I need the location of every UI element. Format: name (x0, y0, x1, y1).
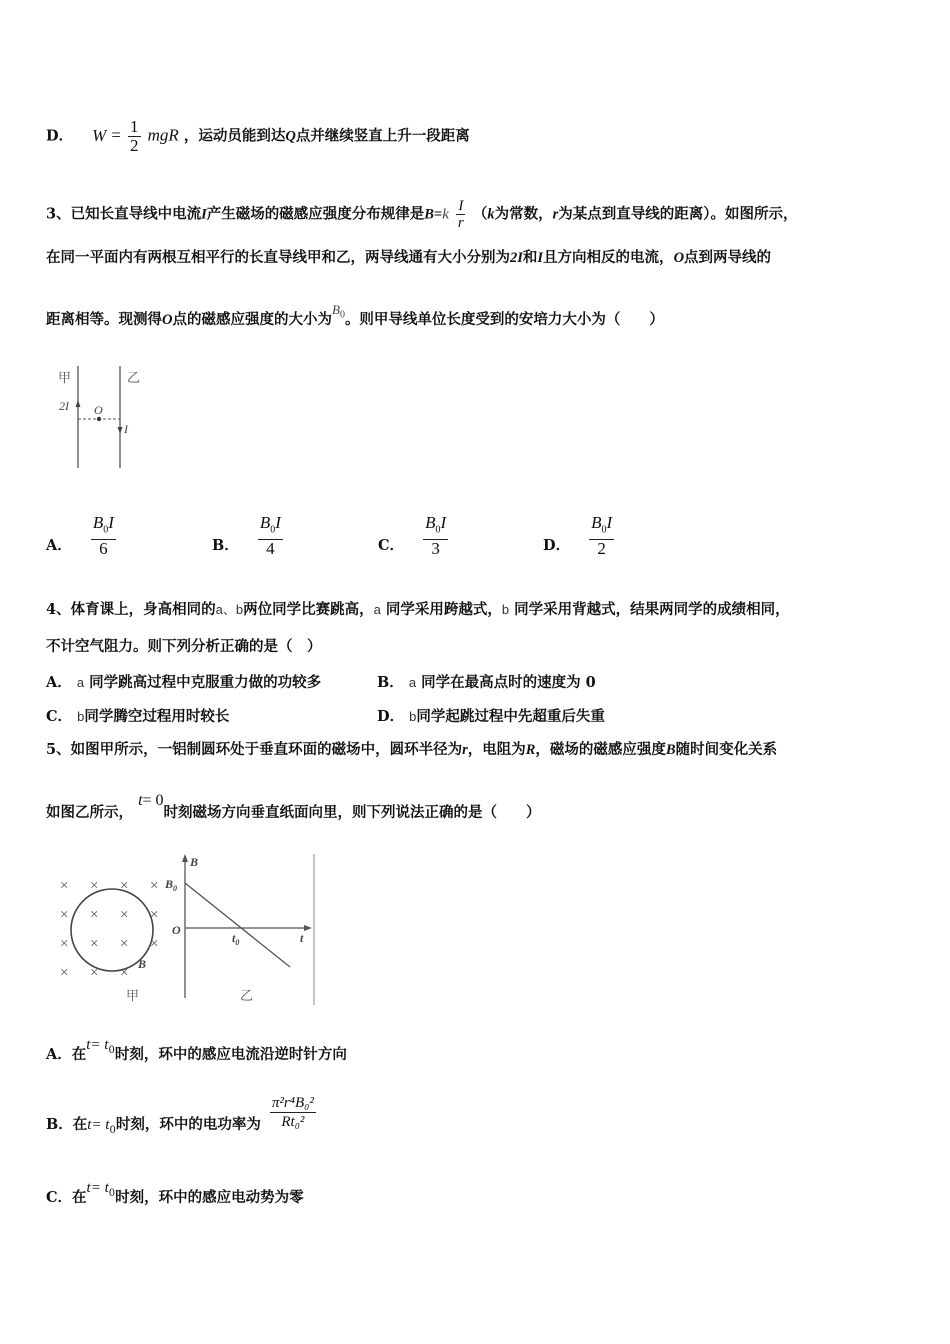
fraction-numerator: 1 (130, 117, 139, 136)
q2-option-d (46, 118, 470, 155)
cross-mark: × (90, 878, 99, 894)
x-axis-arrow-icon (304, 925, 312, 931)
var-i: I (108, 513, 114, 532)
var-i: I (606, 513, 613, 532)
option-fraction (91, 514, 116, 558)
option-letter: A． (46, 537, 72, 555)
var-k: k (442, 206, 449, 223)
q4-stem-line1 (46, 600, 790, 620)
student-a: a (373, 602, 381, 617)
cross-mark: × (120, 936, 129, 952)
fraction-denominator: 4 (266, 539, 275, 559)
var-i: I (537, 250, 544, 266)
q4-option-d[interactable] (377, 705, 605, 726)
cross-mark: × (90, 936, 99, 952)
text: 3、已知长直导线中电流 (46, 205, 202, 223)
fraction-numerator: I (458, 198, 464, 214)
subscript: 0 (173, 884, 178, 893)
option-letter: A．在 (46, 1046, 87, 1063)
text: 时刻磁场方向垂直纸面向里，则下列说法正确的是（ ） (163, 804, 541, 821)
fraction-denominator: 6 (99, 539, 108, 559)
var-2i: 2I (510, 250, 523, 266)
formula-t-eq-0 (138, 790, 163, 809)
q5-stem-line1 (46, 740, 777, 760)
fraction-denominator: r (457, 215, 464, 231)
option-text: 同学起跳过程中先超重后失重 (416, 708, 605, 725)
option-letter: D． (543, 537, 571, 555)
fraction-denominator: Rt₀² (281, 1114, 305, 1130)
option-letter: B．在 (46, 1115, 88, 1133)
student-a: a (408, 675, 417, 690)
formula-t-eq-t0 (86, 1178, 116, 1199)
subscript: 0 (435, 524, 441, 536)
arrow-down-icon (118, 427, 123, 434)
text: （ (472, 205, 488, 223)
option-fraction (423, 514, 448, 558)
power-fraction (270, 1094, 316, 1131)
text: 为常数， (494, 205, 553, 223)
formula-fraction (456, 198, 466, 231)
option-text: 时刻，环中的电功率为 (115, 1115, 261, 1133)
label-origin: O (172, 923, 181, 937)
formula-eq: = (111, 125, 121, 145)
var-k: k (487, 206, 495, 223)
option-text: 同学跳高过程中克服重力做的功较多 (89, 674, 322, 691)
formula-rest: mgR (147, 125, 179, 145)
cross-mark: × (120, 965, 129, 981)
fraction-denominator: 2 (597, 539, 606, 559)
fraction-denominator: 3 (431, 539, 440, 559)
option-fraction (589, 514, 614, 558)
option-letter: C．在 (46, 1189, 87, 1206)
student-b: b (409, 709, 417, 724)
text: 和 (522, 249, 538, 266)
q3-stem-line2 (46, 248, 771, 268)
var-b: B (425, 513, 436, 532)
text: ，电阻为 (467, 741, 526, 758)
var-b: B (259, 513, 271, 532)
subscript: 0 (601, 524, 607, 536)
text: 在同一平面内有两根互相平行的长直导线甲和乙，两导线通有大小分别为 (46, 249, 510, 266)
var-b: B (331, 302, 340, 317)
subscript: 0 (235, 938, 240, 947)
y-axis-arrow-icon (182, 854, 188, 862)
var-i: I (201, 206, 207, 223)
fraction-numerator (589, 514, 614, 540)
q4-stem-line2: 不计空气阻力。则下列分析正确的是（ ） (46, 638, 322, 655)
option-letter: A． (46, 674, 72, 691)
formula-eq: = t (90, 1180, 109, 1196)
option-letter: C． (46, 708, 73, 725)
text: 为某点到直导线的距离）。如图所示， (558, 205, 798, 223)
subscript: 0 (103, 524, 109, 536)
separator: 、 (222, 602, 236, 617)
student-b: b (77, 709, 85, 724)
formula-fraction (128, 118, 141, 155)
label-i: I (124, 422, 128, 436)
option-fraction (258, 514, 283, 558)
subscript: 0 (270, 524, 276, 536)
cross-mark: × (60, 936, 69, 952)
label-yi: 乙 (240, 988, 254, 1003)
var-t: t (232, 931, 236, 945)
cross-mark: × (60, 965, 69, 981)
formula-lhs: W (92, 125, 107, 145)
cross-mark: × (60, 878, 69, 894)
text: 随时间变化关系 (675, 741, 778, 758)
subscript: 0 (109, 1124, 116, 1136)
option-letter: C． (378, 537, 405, 555)
cross-mark: × (120, 907, 129, 923)
label-t0 (232, 931, 239, 947)
axis-label-b: B (190, 855, 199, 869)
var-b: B (591, 513, 602, 532)
student-b: b (501, 602, 510, 617)
option-text: 时刻，环中的感应电动势为零 (115, 1189, 304, 1206)
formula-eq: = t (91, 1116, 110, 1133)
option-letter: B． (212, 537, 239, 555)
text: 同学采用背越式，结果两同学的成绩相同， (514, 601, 790, 618)
student-b: b (235, 602, 244, 617)
q5-stem-line2 (46, 792, 541, 823)
q3-figure-parallel-wires (50, 362, 160, 474)
var-i: I (440, 513, 447, 532)
option-letter: D． (46, 127, 74, 145)
fraction-numerator (423, 514, 448, 540)
var-r: r (462, 742, 468, 758)
var-t: t (86, 1180, 91, 1196)
label-yi: 乙 (127, 370, 141, 385)
label-b0 (164, 877, 177, 893)
text: 点的磁感应强度的大小为 (172, 311, 332, 328)
point-o-dot (97, 417, 101, 421)
fraction-denominator: 2 (130, 136, 139, 155)
label-jia: 甲 (126, 988, 140, 1003)
q4-option-a[interactable] (46, 671, 321, 692)
subscript: 0 (108, 1045, 115, 1056)
text: ，磁场的磁感应强度 (535, 741, 666, 758)
q3-stem-line1 (46, 198, 797, 231)
option-letter: B． (377, 674, 404, 691)
text: 同学采用跨越式， (385, 601, 502, 618)
text: 。则甲导线单位长度受到的安培力大小为（ ） (344, 311, 664, 328)
q4-option-c[interactable] (46, 705, 229, 726)
label-b-ring: B (138, 957, 147, 971)
var-t: t (138, 792, 143, 809)
q3-option-a[interactable] (46, 514, 118, 558)
fraction-numerator: π²r⁴B₀² (271, 1095, 314, 1111)
point-o: O (673, 250, 685, 266)
option-text-b: 点并继续竖直上升一段距离 (295, 127, 470, 145)
text: 4、体育课上，身高相同的 (46, 601, 216, 618)
cross-mark: × (150, 936, 159, 952)
text: 且方向相反的电流， (543, 249, 674, 266)
var-t: t (87, 1116, 92, 1133)
cross-mark: × (90, 965, 99, 981)
var-b: B (165, 877, 174, 891)
cross-mark: × (90, 907, 99, 923)
q3-option-d[interactable] (543, 514, 616, 558)
formula-t-eq-t0 (86, 1035, 115, 1056)
var-r: r (552, 206, 559, 223)
label-jia: 甲 (58, 370, 72, 385)
var-i: I (275, 513, 281, 532)
q5-option-a[interactable] (46, 1037, 347, 1066)
subscript: 0 (108, 1188, 116, 1199)
student-a: a (215, 602, 223, 617)
var-b0 (331, 302, 345, 321)
cross-mark: × (150, 907, 159, 923)
text: 5、如图甲所示，一铝制圆环处于垂直环面的磁场中，圆环半径为 (46, 741, 463, 758)
axis-label-t: t (300, 931, 304, 945)
var-b: B (665, 742, 676, 758)
formula-t-eq-t0 (87, 1115, 116, 1136)
var-b: B= (424, 206, 443, 223)
text: 产生磁场的磁感应强度分布规律是 (206, 205, 425, 223)
q5-option-c[interactable] (46, 1180, 304, 1209)
label-o: O (94, 403, 103, 417)
var-t: t (86, 1037, 91, 1053)
fraction-numerator (91, 514, 116, 540)
q3-stem-line3 (46, 302, 664, 336)
cross-mark: × (60, 907, 69, 923)
q5-figure (52, 850, 322, 1010)
point-q: Q (285, 128, 296, 145)
student-a: a (76, 675, 85, 690)
option-letter: D． (377, 708, 405, 725)
var-b: B (92, 513, 104, 532)
formula-eq: = 0 (142, 792, 164, 809)
subscript: 0 (339, 309, 345, 321)
text: 点到两导线的 (684, 249, 772, 266)
cross-mark: × (120, 878, 129, 894)
arrow-up-icon (76, 400, 81, 407)
fraction-numerator (258, 514, 283, 540)
text: 两位同学比赛跳高， (243, 601, 374, 618)
q3-option-c[interactable] (378, 514, 450, 558)
option-text: 同学在最高点时的速度为 0 (421, 674, 596, 691)
formula-eq: = t (90, 1037, 109, 1053)
option-text: 时刻，环中的感应电流沿逆时针方向 (114, 1046, 347, 1063)
point-o: O (162, 312, 173, 328)
q5-option-b[interactable] (46, 1094, 318, 1136)
var-R: R (525, 742, 536, 758)
q4-option-b[interactable] (377, 671, 596, 692)
text: 距离相等。现测得 (46, 311, 162, 328)
option-text: 同学腾空过程用时较长 (84, 708, 230, 725)
label-2i: 2I (59, 399, 69, 413)
option-text-a: ，运动员能到达 (183, 127, 286, 145)
text: 如图乙所示， (46, 804, 133, 821)
q3-option-b[interactable] (212, 514, 285, 558)
cross-mark: × (150, 878, 159, 894)
b-t-line (185, 883, 290, 967)
